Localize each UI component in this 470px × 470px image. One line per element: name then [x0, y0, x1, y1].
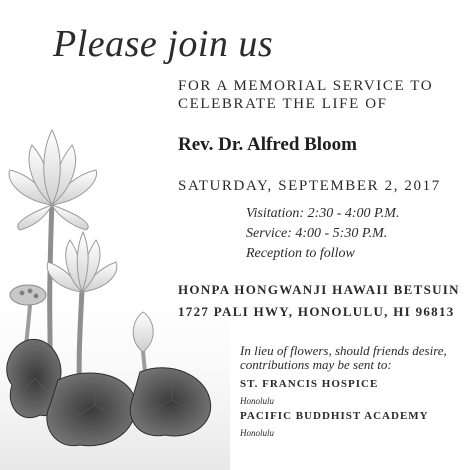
reception-note: Reception to follow: [246, 246, 355, 261]
venue-name: HONPA HONGWANJI HAWAII BETSUIN: [178, 282, 460, 297]
intro-line-2: CELEBRATE THE LIFE OF: [178, 96, 388, 112]
organization-city: Honolulu: [240, 428, 275, 438]
organization-name: ST. FRANCIS HOSPICE: [240, 378, 379, 390]
visitation-time: Visitation: 2:30 - 4:00 P.M.: [246, 206, 400, 221]
service-time: Service: 4:00 - 5:30 P.M.: [246, 226, 388, 241]
in-lieu-line-2: contributions may be sent to:: [240, 357, 392, 372]
intro-line-1: FOR A MEMORIAL SERVICE TO: [178, 78, 434, 94]
venue-address: 1727 PALI HWY, HONOLULU, HI 96813: [178, 304, 455, 319]
service-date: SATURDAY, SEPTEMBER 2, 2017: [178, 178, 441, 194]
in-lieu-line-1: In lieu of flowers, should friends desire,: [240, 343, 447, 358]
organization-name: PACIFIC BUDDHIST ACADEMY: [240, 410, 429, 422]
headline: Please join us: [53, 23, 274, 65]
organization-city: Honolulu: [240, 396, 275, 406]
honoree-name: Rev. Dr. Alfred Bloom: [178, 134, 357, 155]
